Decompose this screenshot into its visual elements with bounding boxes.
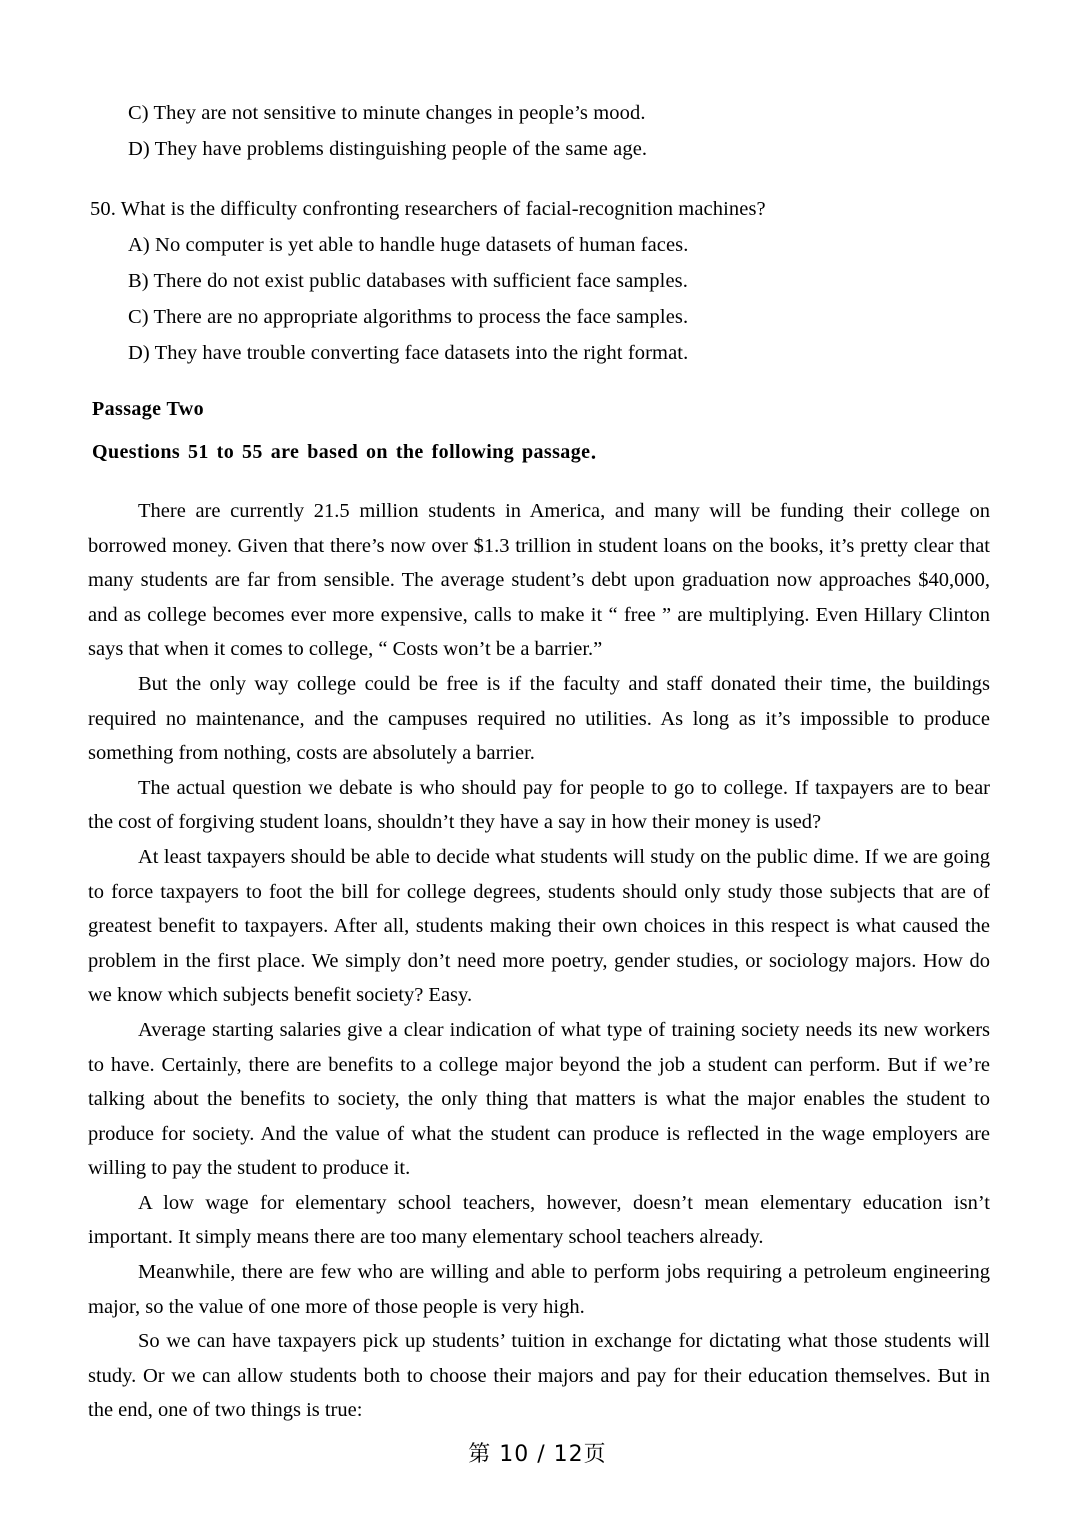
option-item: C) There are no appropriate algorithms to process the face samples. xyxy=(128,306,689,328)
passage-instruction: Questions 51 to 55 are based on the following passage． xyxy=(92,441,611,463)
passage-paragraph: A low wage for elementary school teachers, however, doesn’t mean elementary education isn’t important. It simply means there are too many elementary school teachers already. xyxy=(88,1191,990,1249)
passage-paragraph: Average starting salaries give a clear indication of what type of training society needs its new workers to have. Certainly, there are benefits to a college major beyond the job a student can perform. But if we’re talking about the benefits to society, the only thing that matters is what the major enables the student to produce for society. And the value of what the student can produce is reflected in the wage employers are willing to pay the student to produce it. xyxy=(88,1018,990,1180)
passage-paragraph: So we can have taxpayers pick up students’ tuition in exchange for dictating what those students will study. Or we can allow students both to choose their majors and pay for their education themselves. But in the end, one of two things is true: xyxy=(88,1330,990,1422)
passage-paragraph: Meanwhile, there are few who are willing and able to perform jobs requiring a petroleum engineering major, so the value of one more of those people is very high. xyxy=(88,1261,990,1318)
passage-label: Passage Two xyxy=(92,398,204,420)
passage-paragraph: The actual question we debate is who should pay for people to go to college. If taxpayers are to bear the cost of forgiving student loans, shouldn’t they have a say in how their money is used? xyxy=(88,776,990,834)
option-item: C) They are not sensitive to minute changes in people’s mood. xyxy=(128,102,646,124)
question-text: 50. What is the difficulty confronting researchers of facial-recognition machines? xyxy=(90,198,766,220)
passage-paragraph: But the only way college could be free is if the faculty and staff donated their time, the buildings required no maintenance, and the campuses required no utilities. As long as it’s impossible to produce something from nothing, costs are absolutely a barrier. xyxy=(88,672,990,765)
option-item: A) No computer is yet able to handle huge datasets of human faces. xyxy=(128,234,689,256)
option-item: D) They have problems distinguishing people of the same age. xyxy=(128,138,648,160)
page-footer: 第 10 / 12页 xyxy=(468,1442,607,1467)
question-spacer xyxy=(88,167,990,191)
passage-body xyxy=(88,494,990,1428)
question-block xyxy=(88,95,990,371)
option-item: D) They have trouble converting face datasets into the right format. xyxy=(128,342,689,364)
passage-paragraph: At least taxpayers should be able to decide what students will study on the public dime. If we are going to force taxpayers to foot the bill for college degrees, students should only study those subjects that are of greatest benefit to taxpayers. After all, students making their own choices in this respect is what caused the problem in the first place. We simply don’t need more poetry, gender studies, or sociology majors. How do we know which subjects benefit society? Easy. xyxy=(88,845,990,1007)
option-item: B) There do not exist public databases with sufficient face samples. xyxy=(128,270,688,292)
passage-paragraph: There are currently 21.5 million students in America, and many will be funding their college on borrowed money. Given that there’s now over $1.3 trillion in student loans on the books, it’s pretty clear that many students are far from sensible. The average student’s debt upon graduation now approaches $40,000, and as college becomes ever more expensive, calls to make it “ free ” are multiplying. Even Hillary Clinton says that when it comes to college, “ Costs won’t be a barrier.” xyxy=(88,500,990,661)
